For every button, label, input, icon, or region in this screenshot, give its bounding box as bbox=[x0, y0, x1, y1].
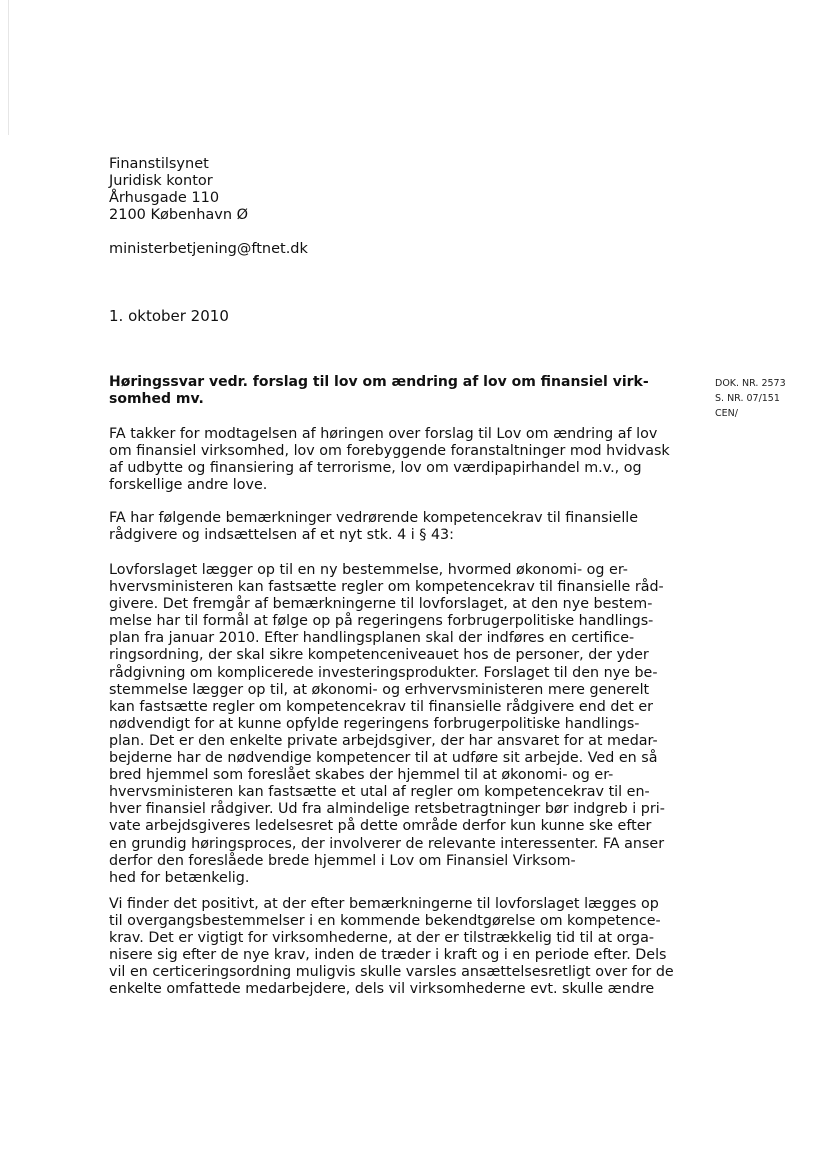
paragraph-line: forskellige andre love. bbox=[109, 477, 268, 494]
subject-line: Høringssvar vedr. forslag til lov om ændring af lov om finansiel virk- bbox=[109, 374, 649, 390]
paragraph-line: hed for betænkelig. bbox=[109, 869, 250, 886]
paragraph-line: hvervsministeren kan fastsætte et utal af regler om kompetencekrav til en- bbox=[109, 784, 650, 801]
paragraph-line: af udbytte og finansiering af terrorisme, lov om værdipapirhandel m.v., og bbox=[109, 460, 642, 477]
address-line: Århusgade 110 bbox=[109, 190, 220, 206]
reference-line: DOK. NR. 2573 bbox=[715, 378, 786, 389]
paragraph-line: Vi finder det positivt, at der efter bemærkningerne til lovforslaget lægges op bbox=[109, 896, 659, 912]
paragraph-line: givere. Det fremgår af bemærkningerne til lovforslaget, at den nye bestem- bbox=[109, 596, 653, 613]
paragraph-line: en grundig høringsproces, der involverer de relevante interessenter. FA anser bbox=[109, 835, 665, 852]
address-line: 2100 København Ø bbox=[109, 207, 249, 223]
paragraph-line: rådgivning om komplicerede investeringsprodukter. Forslaget til den nye be- bbox=[109, 664, 658, 681]
paragraph-line: FA takker for modtagelsen af høringen over forslag til Lov om ændring af lov bbox=[109, 426, 658, 442]
page-edge-line bbox=[8, 0, 9, 135]
paragraph-line: vil en certiceringsordning muligvis skulle varsles ansættelsesretligt over for de bbox=[109, 964, 674, 981]
recipient-email: ministerbetjening@ftnet.dk bbox=[109, 241, 308, 257]
letter-subject bbox=[109, 374, 669, 408]
paragraph-line: hver finansiel rådgiver. Ud fra almindelige retsbetragtninger bør indgreb i pri- bbox=[109, 801, 665, 818]
paragraph-line: Lovforslaget lægger op til en ny bestemmelse, hvormed økonomi- og er- bbox=[109, 562, 628, 578]
paragraph-line: om finansiel virksomhed, lov om forebyggende foranstaltninger mod hvidvask bbox=[109, 443, 670, 460]
paragraph-line: plan fra januar 2010. Efter handlingsplanen skal der indføres en certifice- bbox=[109, 630, 635, 647]
reference-line: CEN/ bbox=[715, 408, 738, 419]
paragraph-line: bred hjemmel som foreslået skabes der hjemmel til at økonomi- og er- bbox=[109, 767, 614, 784]
paragraph-line: stemmelse lægger op til, at økonomi- og erhvervsministeren mere generelt bbox=[109, 681, 650, 698]
address-line: Finanstilsynet bbox=[109, 156, 209, 172]
paragraph-line: kan fastsætte regler om kompetencekrav til finansielle rådgivere end det er bbox=[109, 698, 654, 715]
paragraph-line: nisere sig efter de nye krav, inden de træder i kraft og i en periode efter. Dels bbox=[109, 947, 667, 964]
paragraph-line: krav. Det er vigtigt for virksomhederne, at der er tilstrækkelig tid til at orga- bbox=[109, 930, 654, 947]
document-reference bbox=[715, 376, 786, 421]
paragraph-line: FA har følgende bemærkninger vedrørende kompetencekrav til finansielle bbox=[109, 510, 639, 526]
paragraph-intro bbox=[109, 426, 669, 494]
paragraph-line: hvervsministeren kan fastsætte regler om kompetencekrav til finansielle råd- bbox=[109, 579, 664, 596]
paragraph-line: vate arbejdsgiveres ledelsesret på dette område derfor kun kunne ske efter bbox=[109, 818, 652, 835]
paragraph-line: nødvendigt for at kunne opfylde regeringens forbrugerpolitiske handlings- bbox=[109, 715, 640, 732]
paragraph-line: rådgivere og indsættelsen af et nyt stk. 4 i § 43: bbox=[109, 527, 454, 544]
paragraph-line: derfor den foreslåede brede hjemmel i Lov om Finansiel Virksom- bbox=[109, 852, 576, 869]
paragraph-line: bejderne har de nødvendige kompetencer til at udføre sit arbejde. Ved en så bbox=[109, 750, 658, 767]
paragraph-line: ringsordning, der skal sikre kompetenceniveauet hos de personer, der yder bbox=[109, 647, 649, 664]
letter-date: 1. oktober 2010 bbox=[109, 307, 229, 325]
recipient-address bbox=[109, 156, 248, 224]
reference-line: S. NR. 07/151 bbox=[715, 393, 780, 404]
paragraph-remarks-heading bbox=[109, 510, 669, 544]
paragraph-transition-rules bbox=[109, 896, 674, 999]
paragraph-line: enkelte omfattede medarbejdere, dels vil virksomhederne evt. skulle ændre bbox=[109, 981, 655, 998]
paragraph-competence-requirements bbox=[109, 562, 669, 887]
paragraph-line: til overgangsbestemmelser i en kommende bekendtgørelse om kompetence- bbox=[109, 913, 661, 930]
subject-line: somhed mv. bbox=[109, 391, 204, 407]
address-line: Juridisk kontor bbox=[109, 173, 213, 189]
paragraph-line: melse har til formål at følge op på regeringens forbrugerpolitiske handlings- bbox=[109, 613, 654, 630]
paragraph-line: plan. Det er den enkelte private arbejdsgiver, der har ansvaret for at medar- bbox=[109, 732, 658, 749]
